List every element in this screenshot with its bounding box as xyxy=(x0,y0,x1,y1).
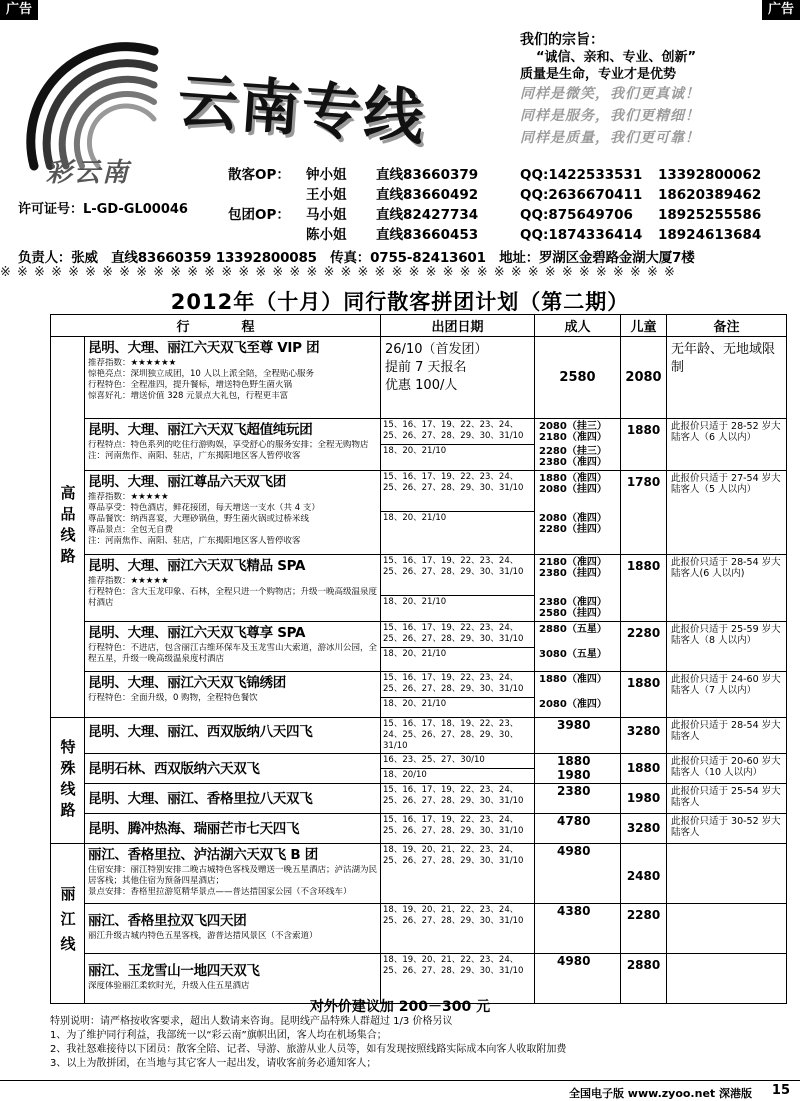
tour-table xyxy=(50,314,787,1004)
child-price: 1780 xyxy=(621,471,667,555)
adult-price: 2380 xyxy=(535,784,621,814)
col-header-child: 儿童 xyxy=(621,315,667,337)
child-price: 2080 xyxy=(621,337,667,419)
dates-cell: 15、16、17、19、22、23、24、25、26、27、28、29、30、31/10 18、20、21/10 xyxy=(381,672,535,718)
dates-cell: 15、16、17、18、19、22、23、24、25、26、27、28、29、30、31/10 xyxy=(381,718,535,754)
table-row xyxy=(51,622,787,672)
adult-price: 1880（准四） 2080（挂四） 2080（准四） 2280（挂四） xyxy=(535,471,621,555)
child-price: 2280 xyxy=(621,622,667,672)
mission-line: 质量是生命，专业才是优势 xyxy=(520,67,677,82)
note-cell: 此报价只适于 20-60 岁大陆客人（10 人以内） xyxy=(667,754,787,784)
col-header-dates: 出团日期 xyxy=(381,315,535,337)
route-name: 昆明、大理、丽江六天双飞至尊 VIP 团 xyxy=(88,340,320,356)
adult-price: 2080（挂三） 2180（准四） 2280（挂三） 2380（准四） xyxy=(535,419,621,471)
table-row xyxy=(51,718,787,754)
route-name: 昆明、大理、丽江六天双飞尊享 SPA xyxy=(88,625,306,641)
adult-price: 2580 xyxy=(535,337,621,419)
special-note-line: 3、以上为散拼团，在当地与其它客人一起出发，请收客前务必通知客人； xyxy=(50,1058,377,1069)
contact-row: 王小姐 直线83660492 QQ:2636670411 18620389462 xyxy=(306,187,762,203)
dates-cell: 15、16、17、19、22、23、24、25、26、27、28、29、30、31/10 18、20、21/10 xyxy=(381,471,535,555)
dates-cell: 18、19、20、21、22、23、24、25、26、27、28、29、30、31/10 xyxy=(381,954,535,1004)
route-cell xyxy=(85,718,381,754)
contact-row: 包团OP： 马小姐 直线82427734 QQ:875649706 18925255586 xyxy=(228,207,762,223)
category-high: 高品线路 xyxy=(51,337,85,718)
logo-subtitle: 彩云南 xyxy=(46,158,131,188)
adult-price: 3980 xyxy=(535,718,621,754)
table-row xyxy=(51,784,787,814)
route-name: 昆明、大理、丽江、香格里拉八天双飞 xyxy=(88,791,313,807)
dates-cell: 15、16、17、19、22、23、24、25、26、27、28、29、30、31/10 xyxy=(381,814,535,844)
decorative-divider: ※ ※ ※ ※ ※ ※ ※ ※ ※ ※ ※ ※ ※ ※ ※ ※ ※ ※ ※ ※ ※ ※ ※ ※ ※ ※ ※ ※ ※ ※ ※ ※ ※ ※ ※ ※ ※ ※ ※ ※ xyxy=(0,266,676,280)
note-cell: 此报价只适于 28-54 岁大陆客人 xyxy=(667,718,787,754)
route-cell: 昆明、大理、丽江六天双飞超值纯玩团 行程特点：特色系列的吃住行游购娱，享受舒心的服务安排；全程无购物店 注：河南焦作、南阳、驻店，广东揭阳地区客人暂停收客 xyxy=(85,419,381,471)
route-name: 昆明、腾冲热海、瑞丽芒市七天四飞 xyxy=(88,821,300,837)
adult-price: 4980 xyxy=(535,954,621,1004)
note-cell: 无年龄、无地域限制 xyxy=(667,337,787,419)
manager-info: 负责人：张威 直线83660359 13392800085 传真：0755-82413601 地址：罗湖区金碧路金湖大厦7楼 xyxy=(18,250,695,266)
route-cell: 昆明、大理、丽江六天双飞尊享 SPA 行程特色：不进店，包含丽江古维环保车及玉龙雪山大索道，游冰川公园，全程五星，升级一晚高级温泉度村酒店 xyxy=(85,622,381,672)
child-price: 1880 xyxy=(621,754,667,784)
child-price: 2280 xyxy=(621,904,667,954)
note-cell xyxy=(667,844,787,904)
route-name: 丽江、玉龙雪山一地四天双飞 xyxy=(88,963,260,979)
note-cell: 此报价只适于 28-52 岁大陆客人（6 人以内） xyxy=(667,419,787,471)
child-price: 1880 xyxy=(621,419,667,471)
route-cell: 昆明、大理、丽江尊品六天双飞团 推荐指数：★★★★★ 尊品享受：特色酒店，鲜花接团，每天增送一支水（共 4 支） 尊品餐饮：纳西喜宴，大理砂锅鱼，野生菌火锅或过桥米线 尊品景点：全包无自费 注：河南焦作、南阳、驻店，广东揭阳地区客人暂停收客 xyxy=(85,471,381,555)
child-price: 1880 xyxy=(621,555,667,622)
page-number: 15 xyxy=(771,1083,790,1098)
mission-line: “诚信、亲和、专业、创新” xyxy=(536,50,697,65)
adult-price: 2880（五星） 3080（五星） xyxy=(535,622,621,672)
table-row xyxy=(51,754,787,784)
contact-row: 陈小姐 直线83660453 QQ:1874336414 18924613684 xyxy=(306,227,762,243)
note-cell: 此报价只适于 27-54 岁大陆客人（5 人以内） xyxy=(667,471,787,555)
adult-price: 4980 xyxy=(535,844,621,904)
route-name: 昆明、大理、丽江、西双版纳八天四飞 xyxy=(88,724,313,740)
route-cell xyxy=(85,754,381,784)
mission-line: 我们的宗旨： xyxy=(520,32,604,48)
special-note-line: 1、为了维护同行利益，我部统一以“彩云南”旗帜出团，客人均在机场集合； xyxy=(50,1030,387,1041)
slogan: 同样是服务，我们更精细！ xyxy=(520,108,700,124)
price-suggestion: 对外价建议加 200－300 元 xyxy=(309,999,491,1015)
child-price: 1880 xyxy=(621,672,667,718)
note-cell: 此报价只适于 24-60 岁大陆客人（7 人以内） xyxy=(667,672,787,718)
brand-title: 云南专线 xyxy=(175,66,428,154)
route-cell: 丽江、玉龙雪山一地四天双飞 深度体验丽江柔软时光，升级入住五星酒店 xyxy=(85,954,381,1004)
route-name: 昆明、大理、丽江尊品六天双飞团 xyxy=(88,474,286,490)
route-name: 丽江、香格里拉、泸沽湖六天双飞 B 团 xyxy=(88,847,318,863)
slogan: 同样是质量，我们更可靠！ xyxy=(520,130,700,146)
special-note-line: 2、我社怒难接待以下团员：散客全陪、记者、导游、旅游从业人员等，如有发现按照线路实际成本向客人收取附加费 xyxy=(50,1044,567,1055)
page-footer xyxy=(0,1080,800,1100)
table-row xyxy=(51,814,787,844)
route-cell: 丽江、香格里拉双飞四天团 丽江升级古城内特色五星客栈，游普达措风景区（不含索道） xyxy=(85,904,381,954)
note-cell: 此报价只适于 25-59 岁大陆客人（8 人以内） xyxy=(667,622,787,672)
child-price: 2880 xyxy=(621,954,667,1004)
table-row xyxy=(51,471,787,555)
child-price: 2480 xyxy=(621,844,667,904)
table-row xyxy=(51,419,787,471)
category-special: 特殊线路 xyxy=(51,718,85,844)
table-row xyxy=(51,337,787,419)
table-row xyxy=(51,904,787,954)
dates-cell: 15、16、17、19、22、23、24、25、26、27、28、29、30、31/10 xyxy=(381,784,535,814)
category-lijiang: 丽江线 xyxy=(51,844,85,1004)
route-name: 昆明、大理、丽江六天双飞精品 SPA xyxy=(88,558,306,574)
dates-cell: 16、23、25、27、30/10 18、20/10 xyxy=(381,754,535,784)
license-number: 许可证号：L-GD-GL00046 xyxy=(18,202,188,217)
route-cell: 昆明、大理、丽江六天双飞精品 SPA 推荐指数：★★★★★ 行程特色：含大玉龙印象、石林，全程只进一个购物店；升级一晚高级温泉度村酒店 xyxy=(85,555,381,622)
child-price: 3280 xyxy=(621,718,667,754)
table-row xyxy=(51,844,787,904)
note-cell: 此报价只适于 28-54 岁大陆客人(6 人以内) xyxy=(667,555,787,622)
route-cell xyxy=(85,814,381,844)
contact-list xyxy=(228,165,798,245)
note-cell xyxy=(667,904,787,954)
table-row xyxy=(51,555,787,622)
route-name: 昆明石林、西双版纳六天双飞 xyxy=(88,761,260,777)
col-header-note: 备注 xyxy=(667,315,787,337)
special-notes xyxy=(50,1015,790,1071)
ad-label-right: 广告 xyxy=(762,0,800,20)
route-name: 丽江、香格里拉双飞四天团 xyxy=(88,913,247,929)
route-cell xyxy=(85,784,381,814)
slogan: 同样是微笑，我们更真诚！ xyxy=(520,86,700,102)
child-price: 3280 xyxy=(621,814,667,844)
route-name: 昆明、大理、丽江六天双飞锦绣团 xyxy=(88,675,286,691)
adult-price: 1880 1980 xyxy=(535,754,621,784)
dates-cell: 18、19、20、21、22、23、24、25、26、27、28、29、30、31/10 xyxy=(381,904,535,954)
contact-row: 散客OP： 钟小姐 直线83660379 QQ:1422533531 13392800062 xyxy=(228,167,762,183)
route-cell: 昆明、大理、丽江六天双飞至尊 VIP 团 推荐指数：★★★★★★ 惊艳亮点：深圳独立成团，10 人以上派全陪，全程贴心服务 行程特色：全程准四，提升餐标，增送特色野生菌火锅 惊喜好礼：增送价值 328 元景点大礼包，行程更丰富 xyxy=(85,337,381,419)
mission-block xyxy=(520,32,795,149)
route-name: 昆明、大理、丽江六天双飞超值纯玩团 xyxy=(88,422,313,438)
dates-cell: 15、16、17、19、22、23、24、25、26、27、28、29、30、31/10 18、20、21/10 xyxy=(381,419,535,471)
dates-cell: 18、19、20、21、22、23、24、25、26、27、28、29、30、31/10 xyxy=(381,844,535,904)
table-row xyxy=(51,672,787,718)
col-header-adult: 成人 xyxy=(535,315,621,337)
adult-price: 2180（准四） 2380（挂四） 2380（准四） 2580（挂四） xyxy=(535,555,621,622)
footer-text: 全国电子版 www.zyoo.net 深港版 xyxy=(568,1087,752,1100)
col-header-route: 行 程 xyxy=(51,315,381,337)
table-header-row xyxy=(51,315,787,337)
adult-price: 1880（准四） 2080（准四） xyxy=(535,672,621,718)
route-cell: 丽江、香格里拉、泸沽湖六天双飞 B 团 住宿安排：丽江特别安排二晚古城特色客栈及赠送一晚五星酒店；泸沽湖为民居客栈；其他住宿为预备四星酒店； 景点安排：香格里拉游览精华景点——普达措国家公园（不含环线车） xyxy=(85,844,381,904)
adult-price: 4380 xyxy=(535,904,621,954)
dates-cell: 15、16、17、19、22、23、24、25、26、27、28、29、30、31/10 18、20、21/10 xyxy=(381,555,535,622)
child-price: 1980 xyxy=(621,784,667,814)
note-cell: 此报价只适于 30-52 岁大陆客人 xyxy=(667,814,787,844)
special-note-line: 特别说明：请严格按收客要求，超出人数请来咨询。昆明线产品特殊人群超过 1/3 价格另议 xyxy=(50,1016,453,1027)
dates-cell: 15、16、17、19、22、23、24、25、26、27、28、29、30、31/10 18、20、21/10 xyxy=(381,622,535,672)
route-cell: 昆明、大理、丽江六天双飞锦绣团 行程特色：全面升级，0 购物，全程特色餐饮 xyxy=(85,672,381,718)
header xyxy=(0,0,800,270)
page-title: 2012年（十月）同行散客拼团计划（第二期） xyxy=(170,290,630,314)
note-cell: 此报价只适于 25-54 岁大陆客人 xyxy=(667,784,787,814)
ad-label-left: 广告 xyxy=(0,0,38,20)
dates-cell: 26/10（首发团） 提前 7 天报名 优惠 100/人 xyxy=(381,337,535,419)
adult-price: 4780 xyxy=(535,814,621,844)
